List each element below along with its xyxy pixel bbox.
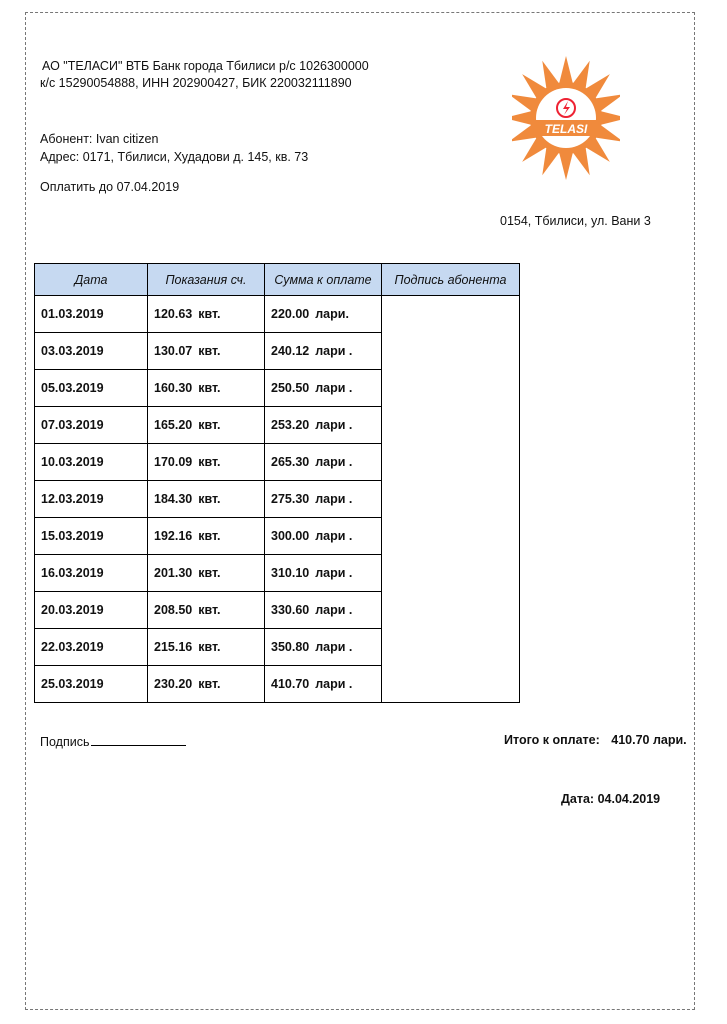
cell-date (35, 444, 148, 481)
cell-reading-part: 208.50 (154, 603, 193, 617)
cell-reading (148, 555, 265, 592)
cell-date (35, 666, 148, 703)
table-row (35, 555, 520, 592)
cell-signature[interactable] (382, 592, 520, 629)
signature-label: Подпись (40, 735, 90, 749)
cell-amount-part: 330.60 (271, 603, 310, 617)
cell-date-part: 16.03.2019 (41, 566, 104, 580)
cell-reading-part: квт. (198, 381, 221, 395)
cell-date-part: 01.03.2019 (41, 307, 104, 321)
table-row (35, 518, 520, 555)
pay-by-date: Оплатить до 07.04.2019 (40, 180, 180, 194)
logo-text: TELASI (544, 122, 588, 136)
header-date: Дата (35, 264, 148, 296)
cell-date-part: 15.03.2019 (41, 529, 104, 543)
table-row (35, 333, 520, 370)
cell-amount-part: лари . (315, 677, 353, 691)
cell-amount-part: 220.00 (271, 307, 310, 321)
table-row (35, 592, 520, 629)
cell-reading (148, 629, 265, 666)
cell-amount (265, 518, 382, 555)
cell-reading-part: квт. (198, 640, 221, 654)
cell-reading-part: 215.16 (154, 640, 193, 654)
cell-reading-part: 184.30 (154, 492, 193, 506)
header-reading: Показания сч. (148, 264, 265, 296)
cell-signature[interactable] (382, 666, 520, 703)
cell-reading-part: 201.30 (154, 566, 193, 580)
cell-reading-part: квт. (198, 455, 221, 469)
telasi-sun-logo-icon (512, 48, 620, 188)
cell-reading-part: квт. (198, 677, 221, 691)
cell-reading-part: квт. (198, 566, 221, 580)
readings-table (34, 263, 520, 703)
bank-details-line1: АО "ТЕЛАСИ" ВТБ Банк города Тбилиси р/с 1026300000 (42, 59, 369, 73)
cell-date-part: 07.03.2019 (41, 418, 104, 432)
cell-signature[interactable] (382, 555, 520, 592)
cell-signature[interactable] (382, 370, 520, 407)
cell-amount (265, 444, 382, 481)
cell-signature[interactable] (382, 407, 520, 444)
cell-amount (265, 629, 382, 666)
cell-date-part: 25.03.2019 (41, 677, 104, 691)
cell-reading-part: квт. (198, 492, 221, 506)
cell-reading (148, 592, 265, 629)
cell-reading (148, 296, 265, 333)
cell-amount-part: лари . (315, 566, 353, 580)
bank-details-line2: к/с 15290054888, ИНН 202900427, БИК 220032111890 (40, 76, 352, 90)
signature-underline (91, 733, 186, 746)
table-row (35, 370, 520, 407)
table-row (35, 407, 520, 444)
cell-amount-part: лари . (315, 603, 353, 617)
table-row (35, 666, 520, 703)
cell-amount-part: 410.70 (271, 677, 310, 691)
cell-reading-part: квт. (198, 344, 221, 358)
cell-amount (265, 481, 382, 518)
cell-date (35, 407, 148, 444)
cell-reading-part: квт. (198, 529, 221, 543)
cell-amount-part: 275.30 (271, 492, 310, 506)
total-line (504, 732, 687, 748)
cell-amount (265, 592, 382, 629)
cell-amount-part: лари. (315, 307, 349, 321)
cell-reading-part: 165.20 (154, 418, 193, 432)
cell-amount-part: лари . (315, 344, 353, 358)
cell-amount-part: 240.12 (271, 344, 310, 358)
date-label: Дата: (561, 792, 595, 806)
cell-amount-part: 253.20 (271, 418, 310, 432)
cell-amount (265, 555, 382, 592)
cell-amount (265, 333, 382, 370)
cell-reading-part: 130.07 (154, 344, 193, 358)
cell-amount (265, 407, 382, 444)
cell-date-part: 05.03.2019 (41, 381, 104, 395)
cell-amount-part: лари . (315, 418, 353, 432)
cell-reading (148, 666, 265, 703)
cell-date-part: 22.03.2019 (41, 640, 104, 654)
cell-amount-part: 250.50 (271, 381, 310, 395)
cell-amount-part: 265.30 (271, 455, 310, 469)
table-header-row (35, 264, 520, 296)
cell-date (35, 370, 148, 407)
cell-signature[interactable] (382, 333, 520, 370)
cell-reading-part: 120.63 (154, 307, 193, 321)
cell-amount-part: лари . (315, 381, 353, 395)
subscriber-name: Абонент: Ivan citizen (40, 132, 159, 146)
cell-reading-part: 192.16 (154, 529, 193, 543)
cell-reading (148, 333, 265, 370)
cell-reading (148, 407, 265, 444)
cell-date (35, 555, 148, 592)
cell-date-part: 20.03.2019 (41, 603, 104, 617)
cell-amount-part: 350.80 (271, 640, 310, 654)
cell-signature[interactable] (382, 444, 520, 481)
cell-date-part: 10.03.2019 (41, 455, 104, 469)
date-value: 04.04.2019 (597, 792, 661, 806)
cell-amount (265, 666, 382, 703)
cell-reading (148, 518, 265, 555)
cell-amount-part: лари . (315, 640, 353, 654)
cell-amount-part: лари . (315, 455, 353, 469)
cell-date (35, 296, 148, 333)
cell-date (35, 518, 148, 555)
cell-date-part: 03.03.2019 (41, 344, 104, 358)
cell-date (35, 629, 148, 666)
signature-line (40, 733, 186, 750)
cell-signature[interactable] (382, 518, 520, 555)
cell-reading (148, 481, 265, 518)
cell-signature[interactable] (382, 296, 520, 333)
cell-reading-part: 160.30 (154, 381, 193, 395)
date-line (561, 791, 660, 807)
cell-date-part: 12.03.2019 (41, 492, 104, 506)
cell-reading-part: квт. (198, 603, 221, 617)
cell-amount-part: лари . (315, 492, 353, 506)
cell-signature[interactable] (382, 481, 520, 518)
cell-reading-part: 170.09 (154, 455, 193, 469)
cell-reading-part: квт. (198, 307, 221, 321)
company-address: 0154, Тбилиси, ул. Вани 3 (500, 214, 651, 228)
cell-reading-part: 230.20 (154, 677, 193, 691)
cell-amount-part: 310.10 (271, 566, 310, 580)
table-row (35, 481, 520, 518)
cell-date (35, 333, 148, 370)
table-row (35, 296, 520, 333)
cell-signature[interactable] (382, 629, 520, 666)
header-amount: Сумма к оплате (265, 264, 382, 296)
table-row (35, 629, 520, 666)
cell-reading (148, 370, 265, 407)
header-signature: Подпись абонента (382, 264, 520, 296)
cell-date (35, 481, 148, 518)
cell-amount-part: 300.00 (271, 529, 310, 543)
cell-amount (265, 370, 382, 407)
cell-reading-part: квт. (198, 418, 221, 432)
total-label: Итого к оплате: (504, 733, 600, 747)
cell-amount (265, 296, 382, 333)
cell-date (35, 592, 148, 629)
cell-amount-part: лари . (315, 529, 353, 543)
cell-reading (148, 444, 265, 481)
total-value: 410.70 лари. (611, 733, 687, 747)
table-row (35, 444, 520, 481)
subscriber-address: Адрес: 0171, Тбилиси, Худадови д. 145, кв. 73 (40, 150, 309, 164)
